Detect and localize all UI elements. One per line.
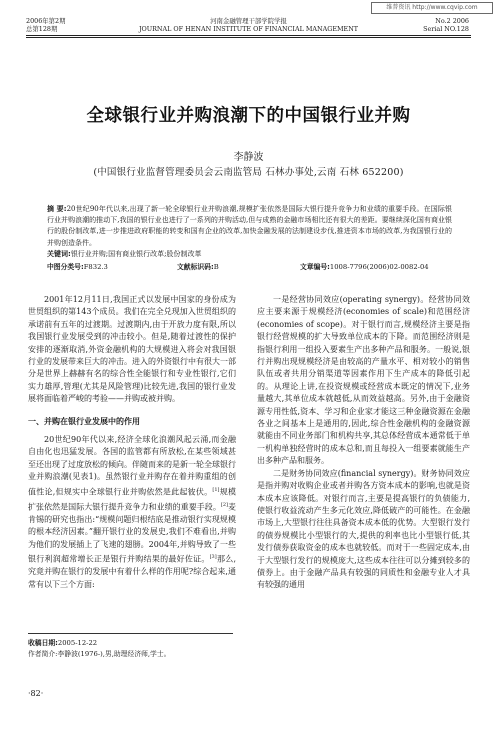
header-rule <box>26 35 471 36</box>
body-column-left <box>28 294 236 591</box>
financial-synergy-paragraph: 二是财务协同效应(financial synergy)。财务协同效应是指并购对收购企业或者并购各方资本成本的影响,也就是资本成本应该降低。对银行而言,主要是提高银行的负债能力,使银行收益流动产生多元化效应,降低破产的可能性。在金融市场上,大型银行往往具备资本成本低的优势。大型银行发行的债券规模比小型银行的大,提供的利率也比小型银行低,其发行债券获取资金的成本也就较低。而对于一些固定成本,由于大型银行发行的规模庞大,这些成本往往可以分摊到较多的债券上。由于金融产品具有较强的同质性和金融专业人才具有较强的通用 <box>257 468 470 590</box>
header-rule-thin <box>26 37 471 38</box>
journal-name-cn: 河南金融管理干部学院学报 <box>210 17 287 25</box>
total-issue-number: 总第128期 <box>26 25 58 33</box>
received-date: 收稿日期:2005-12-22 <box>28 639 98 647</box>
body-column-right <box>257 294 470 592</box>
article-author: 李静波 <box>233 152 264 163</box>
source-watermark: 维普资讯 http://www.cqvip.com <box>371 2 493 14</box>
journal-name-en: JOURNAL OF HENAN INSTITUTE OF FINANCIAL MANAGEMENT <box>138 25 359 33</box>
keywords-text: 银行业并购;国有商业银行改革;股份制改革 <box>70 249 202 258</box>
abstract-text: 20世纪90年代以来,出现了新一轮全球银行业并购浪潮,规模扩张依然是国际大银行提升竞争力和业绩的重要手段。在国际银行业并购浪潮的推动下,我国的银行业也进行了一系列的并购活动,但与成熟的金融市场相比还有很大的差距。要继续深化国有商业银行的股份制改革,进一步推进政府职能的转变和国有企业的改革,加快金融发展的法制建设步伐,推进资本市场的改革,为我国银行业的并购创造条件。 <box>47 205 452 247</box>
article-id: 文章编号:1008-7796(2006)02-0082-04 <box>300 263 429 271</box>
section1-paragraph: 20世纪90年代以来,经济全球化浪潮风起云涌,而金融自由化也迅猛发展。各国的监管都有所放松,在某些领域甚至还出现了过度放松的倾向。伴随而来的是新一轮全球银行业并购浪潮(见表1)。虽然银行业并购存在着并购重组的创值性论,但规实中全球银行业并购依然是此起彼伏。[1]规模扩张依然是国际大银行提升竞争力和业绩的重要手段。[2]麦肯锡的研究也指出:“规模问题归根结底是推动银行实现规模的根本经济因素。”翻开银行业的发展史,我们不难看出,并购为他们的发展插上了飞速的翅膀。2004年,并购导致了一些银行利润超常增长正是银行并购结果的最好佐证。[3]那么,究竟并购在银行的发展中有着什么样的作用呢?综合起来,通常有以下三个方面: <box>28 435 237 589</box>
operating-synergy-paragraph: 一是经营协同效应(operating synergy)。经营协同效应主要来源于规模经济(economies of scale)和范围经济(economies of scope)。对于银行而言,规模经济主要是指银行经营规模的扩大导致单位成本的下降。而范围经济则是指银行利用一组投入要素生产出多种产品和服务。一般说,银行并购出现规模经济是由较高的产量水平、相对较小的销售队伍或者共用分销渠道等因素作用下生产成本的降低引起的。从理论上讲,在投资规模或经营成本既定的情况下,业务量越大,其单位成本就越低,从而效益越高。另外,由于金融资源专用性低,资本、学习和企业家才能这三种金融资源在金融各业之间基本上是通用的,因此,综合性金融机构的金融资源就能由不同业务部门和机构共享,其总体经营成本通常低于单一机构单独经营时的成本总和,而且每投入一组要素就能生产出多种产品和服务。 <box>257 295 470 466</box>
header-issue-right <box>423 17 469 33</box>
abstract-block <box>47 204 452 260</box>
footnote-rule <box>28 633 233 634</box>
citation-ref: [1] <box>212 486 220 493</box>
intro-paragraph: 2001年12月11日,我国正式以发展中国家的身份成为世贸组织的第143个成员。我们在完全兑现加入世贸组织的承诺前有五年的过渡期。过渡期内,由于开放力度有限,所以我国银行业发展受到的冲击较小。但是,随着过渡性的保护安排的逐渐取消,外资金融机构的大规模进入将会对我国银行业的发展带来巨大的冲击。进入的外资银行中有很大一部分是世界上赫赫有名的综合性全能银行和专业性银行,它们实力雄厚,管理(尤其是风险管理)比较先进,我国的银行业发展将面临着严峻的考验——并购或被并购。 <box>28 295 236 404</box>
issue-number: 2006年第2期 <box>26 17 66 25</box>
abstract-label: 摘 要: <box>47 205 67 213</box>
serial-number: Serial NO.128 <box>423 25 469 33</box>
page-number: ·82· <box>28 689 44 698</box>
clc-number: 中图分类号:F832.3 <box>47 263 108 271</box>
document-code: 文献标识码:B <box>177 263 219 271</box>
article-title: 全球银行业并购浪潮下的中国银行业并购 <box>86 106 411 126</box>
keywords-label: 关键词: <box>47 249 71 258</box>
author-bio: 作者简介:李静波(1976-),男,助理经济师,学士。 <box>28 650 171 658</box>
section-heading: 一、并购在银行业发展中的作用 <box>28 416 140 426</box>
issue-number-en: No.2 2006 <box>435 17 469 25</box>
author-affiliation: (中国银行业监督管理委员会云南监管局 石林办事处,云南 石林 652200) <box>93 167 404 178</box>
citation-ref: [3] <box>209 554 217 561</box>
citation-ref: [2] <box>220 501 228 508</box>
